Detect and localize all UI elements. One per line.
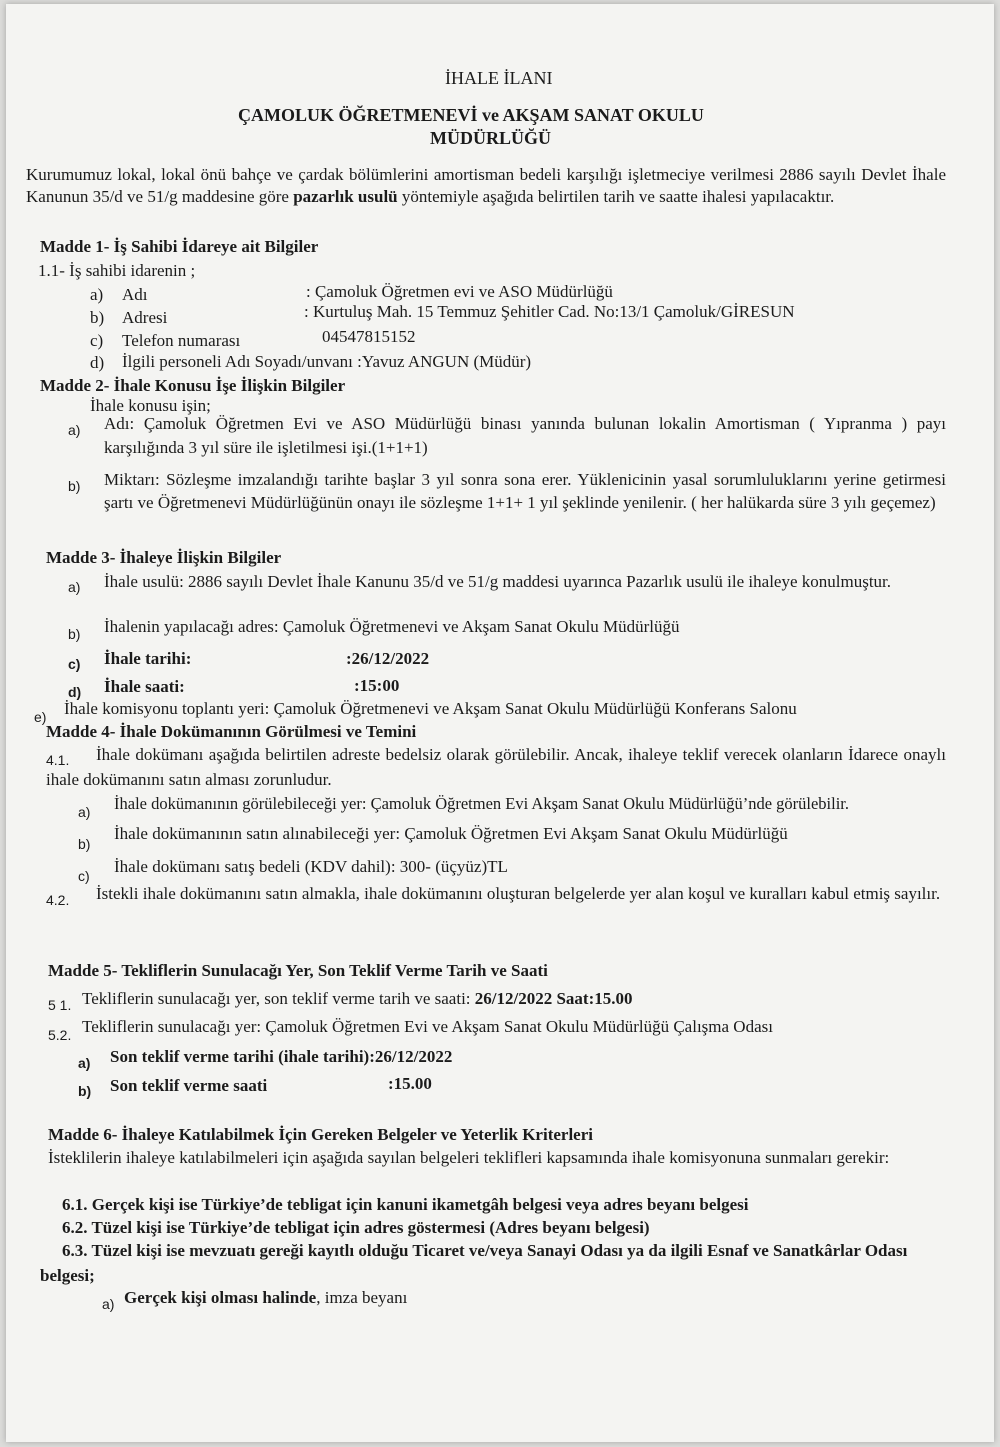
requirement-6-1: 6.1. Gerçek kişi ise Türkiye’de tebligat için kanuni ikametgâh belgesi veya adres beyanı belgesi (62, 1195, 749, 1214)
paragraph-number: 4.1. (46, 752, 70, 768)
article-5-heading: Madde 5- Tekliflerin Sunulacağı Yer, Son Teklif Verme Tarih ve Saati (48, 961, 548, 980)
item-letter: b) (78, 1083, 92, 1099)
document-viewing-text: İhale dokümanı aşağıda belirtilen adreste bedelsiz olarak görülebilir. Ancak, ihaleye teklif verecek olanların İdarece onaylı ihale dokümanını satın alması zorunludur. (46, 745, 946, 789)
field-label-name: Adı (122, 285, 148, 304)
paragraph-number: 5.2. (48, 1027, 72, 1043)
item-letter: a) (90, 285, 104, 304)
requirement-6-3: 6.3. Tüzel kişi ise mevzuatı gereği kayıtlı olduğu Ticaret ve/veya Sanayi Odası ya da ilgili Esnaf ve Sanatkârlar Odası belgesi; (40, 1241, 908, 1285)
last-offer-date: Son teklif verme tarihi (ihale tarihi):26/12/2022 (110, 1047, 453, 1066)
work-name-text: Adı: Çamoluk Öğretmen Evi ve ASO Müdürlüğü binası yanında bulunan lokalin Amortisman ( Yıpranma ) payı karşılığında 3 yıl süre ile işletilmesi işi.(1+1+1) (104, 414, 946, 457)
tender-time-value: :15:00 (354, 676, 400, 695)
tender-date-value: :26/12/2022 (346, 649, 430, 668)
item-letter: c) (78, 868, 90, 884)
tender-time-label: İhale saati: (104, 677, 185, 696)
commission-location-text: İhale komisyonu toplantı yeri: Çamoluk Öğretmenevi ve Akşam Sanat Okulu Müdürlüğü Konferans Salonu (64, 699, 797, 718)
field-label-phone: Telefon numarası (122, 331, 241, 350)
document-purchase-location: İhale dokümanının satın alınabileceği yer: Çamoluk Öğretmen Evi Akşam Sanat Okulu Müdürlüğü (114, 824, 788, 843)
article-4-heading: Madde 4- İhale Dokümanının Görülmesi ve Temini (46, 722, 417, 741)
item-letter: d) (90, 353, 105, 372)
item-letter: c) (90, 331, 104, 350)
item-letter: a) (68, 422, 81, 438)
document-price: İhale dokümanı satış bedeli (KDV dahil): 300- (üçyüz)TL (114, 857, 508, 876)
field-value-name: : Çamoluk Öğretmen evi ve ASO Müdürlüğü (306, 282, 613, 301)
last-offer-time-label: Son teklif verme saati (110, 1076, 268, 1095)
document-view-location: İhale dokümanının görülebileceği yer: Çamoluk Öğretmen Evi Akşam Sanat Okulu Müdürlüğü’nde görülebilir. (114, 794, 850, 813)
item-letter: a) (78, 804, 91, 820)
tender-method-text: İhale usulü: 2886 sayılı Devlet İhale Kanunu 35/d ve 51/g maddesi uyarınca Pazarlık usulü ile ihaleye konulmuştur. (104, 572, 892, 591)
work-quantity-text: Miktarı: Sözleşme imzalandığı tarihte başlar 3 yıl sonra sona erer. Yüklenicinin yasal sorumluluklarını yerine getirmesi şartı ve Öğretmenevi Müdürlüğünün onayı ile sözleşme 1+1+ 1 yıl şeklinde yenilenir. ( her halükarda süre 3 yılı geçemez) (104, 470, 946, 512)
last-offer-time-value: :15.00 (388, 1074, 432, 1093)
item-letter: e) (34, 709, 47, 725)
article-3-heading: Madde 3- İhaleye İlişkin Bilgiler (46, 548, 282, 567)
article-2-heading: Madde 2- İhale Konusu İşe İlişkin Bilgiler (40, 376, 346, 395)
intro-paragraph: Kurumumuz lokal, lokal önü bahçe ve çardak bölümlerini amortisman bedeli karşılığı işletmeciye verilmesi 2886 sayılı Devlet İhale Kanunun 35/d ve 51/g maddesine göre pazarlık usulü yöntemiyle aşağıda belirtilen tarih ve saatte ihalesi yapılacaktır. (26, 165, 946, 206)
signature-declaration-text: Gerçek kişi olması halinde, imza beyanı (124, 1288, 408, 1307)
item-letter: d) (68, 684, 82, 700)
document-acceptance-text: İstekli ihale dokümanını satın almakla, ihale dokümanını oluşturan belgelerde yer alan koşul ve kuralları kabul etmiş sayılır. (96, 884, 941, 903)
notice-title: İHALE İLANI (445, 68, 553, 88)
item-letter: c) (68, 656, 81, 672)
document-page (6, 4, 994, 1442)
paragraph-number: 5 1. (48, 997, 72, 1013)
institution-name-line2: MÜDÜRLÜĞÜ (430, 128, 551, 148)
article-1-heading: Madde 1- İş Sahibi İdareye ait Bilgiler (40, 237, 319, 256)
field-contact-person: İlgili personeli Adı Soyadı/unvanı :Yavuz ANGUN (Müdür) (122, 352, 532, 371)
tender-date-label: İhale tarihi: (104, 649, 192, 668)
tender-address-text: İhalenin yapılacağı adres: Çamoluk Öğretmenevi ve Akşam Sanat Okulu Müdürlüğü (104, 617, 680, 636)
field-value-address: : Kurtuluş Mah. 15 Temmuz Şehitler Cad. No:13/1 Çamoluk/GİRESUN (304, 302, 795, 321)
offer-location-text: Tekliflerin sunulacağı yer: Çamoluk Öğretmen Evi ve Akşam Sanat Okulu Müdürlüğü Çalışma Odası (82, 1017, 773, 1036)
item-letter: b) (90, 308, 105, 327)
offer-submission-text: Tekliflerin sunulacağı yer, son teklif verme tarih ve saati: 26/12/2022 Saat:15.00 (82, 989, 633, 1008)
article-6-intro: İsteklilerin ihaleye katılabilmeleri için aşağıda sayılan belgeleri teklifleri kapsamında ihale komisyonuna sunmaları gerekir: (48, 1148, 890, 1167)
item-letter: b) (68, 478, 81, 494)
field-value-phone: 04547815152 (322, 327, 416, 346)
paragraph-number: 4.2. (46, 892, 70, 908)
item-letter: a) (102, 1296, 115, 1312)
requirement-6-2: 6.2. Tüzel kişi ise Türkiye’de tebligat için adres göstermesi (Adres beyanı belgesi) (62, 1218, 650, 1237)
article-1-subheading: 1.1- İş sahibi idarenin ; (38, 261, 196, 280)
item-letter: b) (78, 836, 91, 852)
article-6-heading: Madde 6- İhaleye Katılabilmek İçin Gereken Belgeler ve Yeterlik Kriterleri (48, 1125, 593, 1144)
field-label-address: Adresi (122, 308, 168, 327)
item-letter: a) (78, 1055, 91, 1071)
item-letter: a) (68, 579, 81, 595)
article-2-subheading: İhale konusu işin; (90, 396, 211, 415)
item-letter: b) (68, 626, 81, 642)
institution-name-line1: ÇAMOLUK ÖĞRETMENEVİ ve AKŞAM SANAT OKULU (238, 105, 704, 125)
